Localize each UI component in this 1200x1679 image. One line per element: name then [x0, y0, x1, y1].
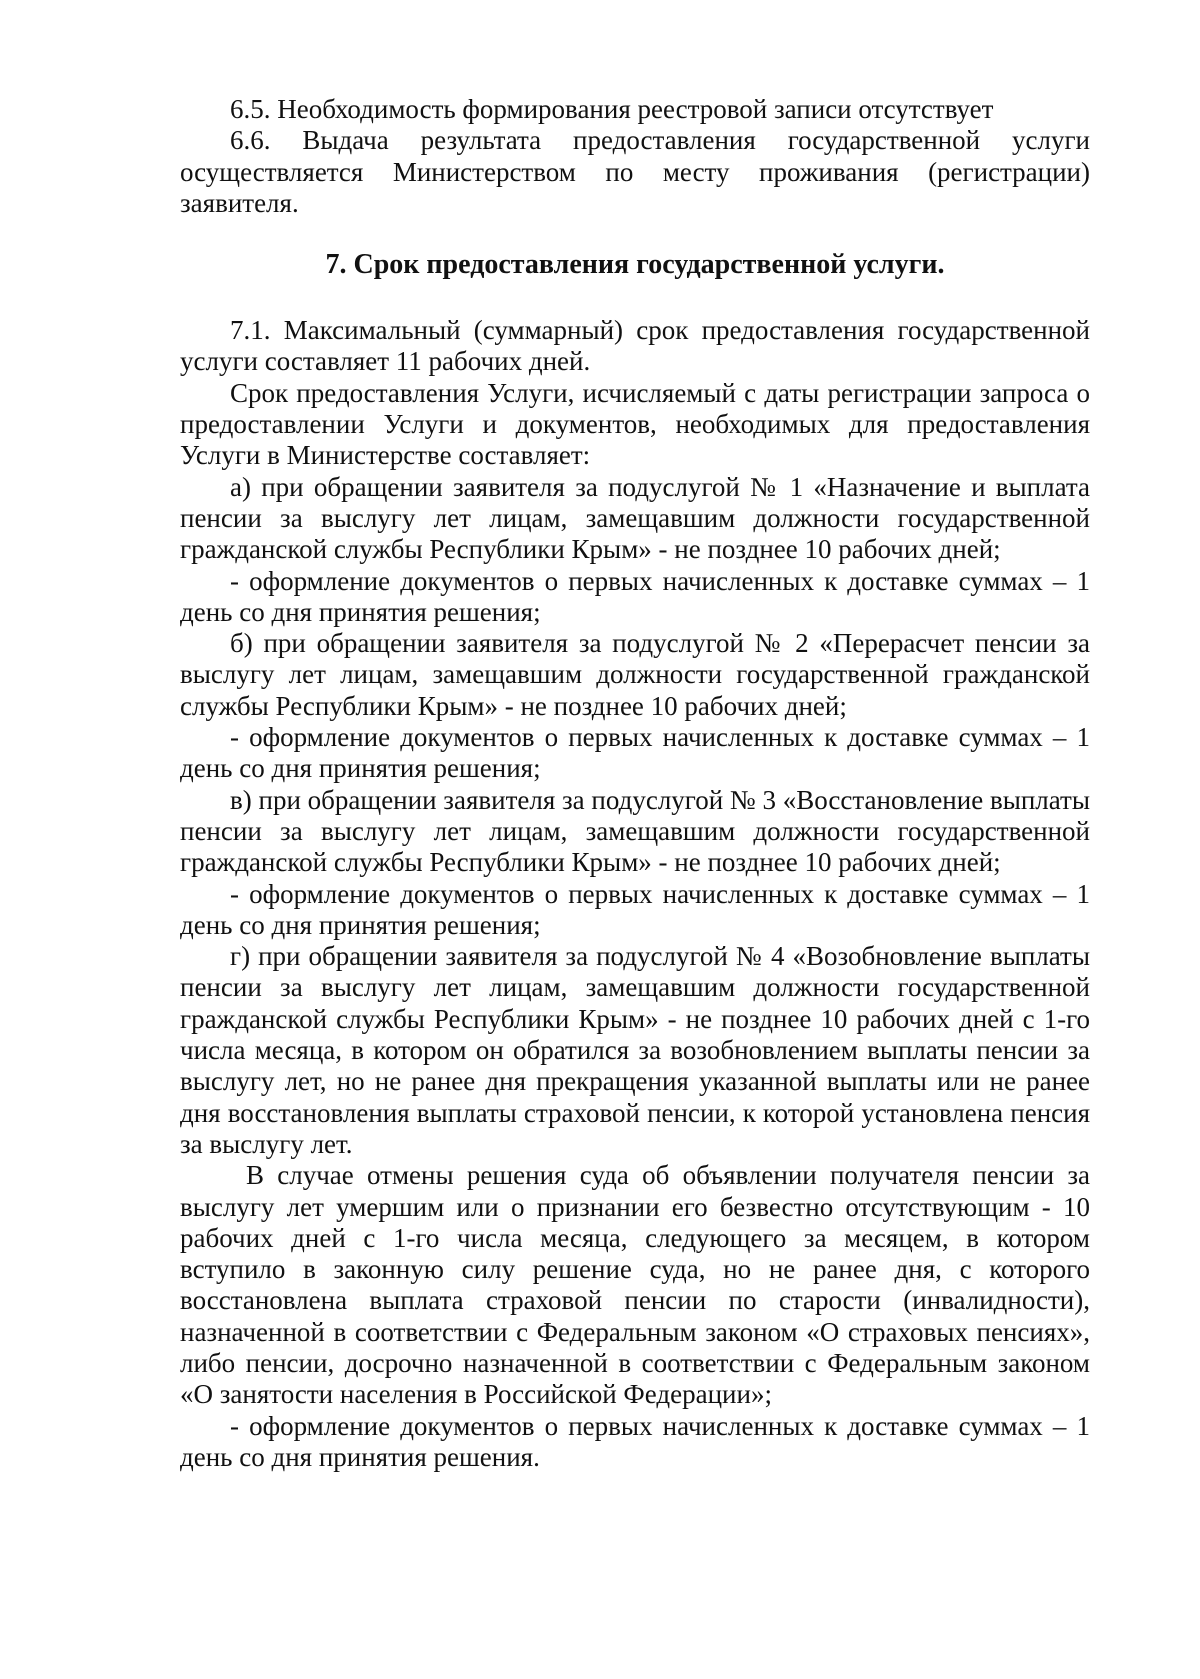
paragraph-item-v-docs: - оформление документов о первых начисленных к доставке суммах – 1 день со дня принятия решения;: [180, 878, 1090, 940]
paragraph-item-a-docs: - оформление документов о первых начисленных к доставке суммах – 1 день со дня принятия решения;: [180, 565, 1090, 627]
paragraph-7-1: 7.1. Максимальный (суммарный) срок предоставления государственной услуги составляет 11 рабочих дней.: [180, 315, 1090, 377]
paragraph-6-6: 6.6. Выдача результата предоставления государственной услуги осуществляется Министерством по месту проживания (регистрации) заявителя.: [180, 125, 1090, 218]
paragraph-item-g: г) при обращении заявителя за подуслугой № 4 «Возобновление выплаты пенсии за выслугу лет лицам, замещавшим должности государственной гражданской службы Республики Крым» - не позднее 10 рабочих дней с 1-го числа месяца, в котором он обратился за возобновлением выплаты пенсии за выслугу лет, но не ранее дня прекращения указанной выплаты или не ранее дня восстановления выплаты страховой пенсии, к которой установлена пенсия за выслугу лет.: [180, 941, 1090, 1159]
paragraph-item-a: а) при обращении заявителя за подуслугой № 1 «Назначение и выплата пенсии за выслугу лет лицам, замещавшим должности государственной гражданской службы Республики Крым» - не позднее 10 рабочих дней;: [180, 471, 1090, 565]
section-heading-7: 7. Срок предоставления государственной услуги.: [325, 249, 945, 281]
paragraph-court-docs: - оформление документов о первых начисленных к доставке суммах – 1 день со дня принятия решения.: [180, 1410, 1090, 1472]
paragraph-item-v: в) при обращении заявителя за подуслугой № 3 «Восстановление выплаты пенсии за выслугу лет лицам, замещавшим должности государственной гражданской службы Республики Крым» - не позднее 10 рабочих дней;: [180, 784, 1090, 878]
paragraph-item-b: б) при обращении заявителя за подуслугой № 2 «Перерасчет пенсии за выслугу лет лицам, замещавшим должности государственной гражданской службы Республики Крым» - не позднее 10 рабочих дней;: [180, 628, 1090, 721]
paragraph-item-b-docs: - оформление документов о первых начисленных к доставке суммах – 1 день со дня принятия решения;: [180, 722, 1090, 784]
paragraph-court-case: В случае отмены решения суда об объявлении получателя пенсии за выслугу лет умершим или о признании его безвестно отсутствующим - 10 рабочих дней с 1-го числа месяца, следующего за месяцем, в котором вступило в законную силу решение суда, но не ранее дня, с которого восстановлена выплата страховой пенсии по старости (инвалидности), назначенной в соответствии с Федеральным законом «О страховых пенсиях», либо пенсии, досрочно назначенной в соответствии с Федеральным законом «О занятости населения в Российской Федерации»;: [180, 1160, 1090, 1410]
paragraph-term: Срок предоставления Услуги, исчисляемый с даты регистрации запроса о предоставлении Услуги и документов, необходимых для предоставления Услуги в Министерстве составляет:: [180, 377, 1090, 471]
document-page: [180, 94, 1090, 1473]
paragraph-6-5: 6.5. Необходимость формирования реестровой записи отсутствует: [230, 94, 994, 124]
